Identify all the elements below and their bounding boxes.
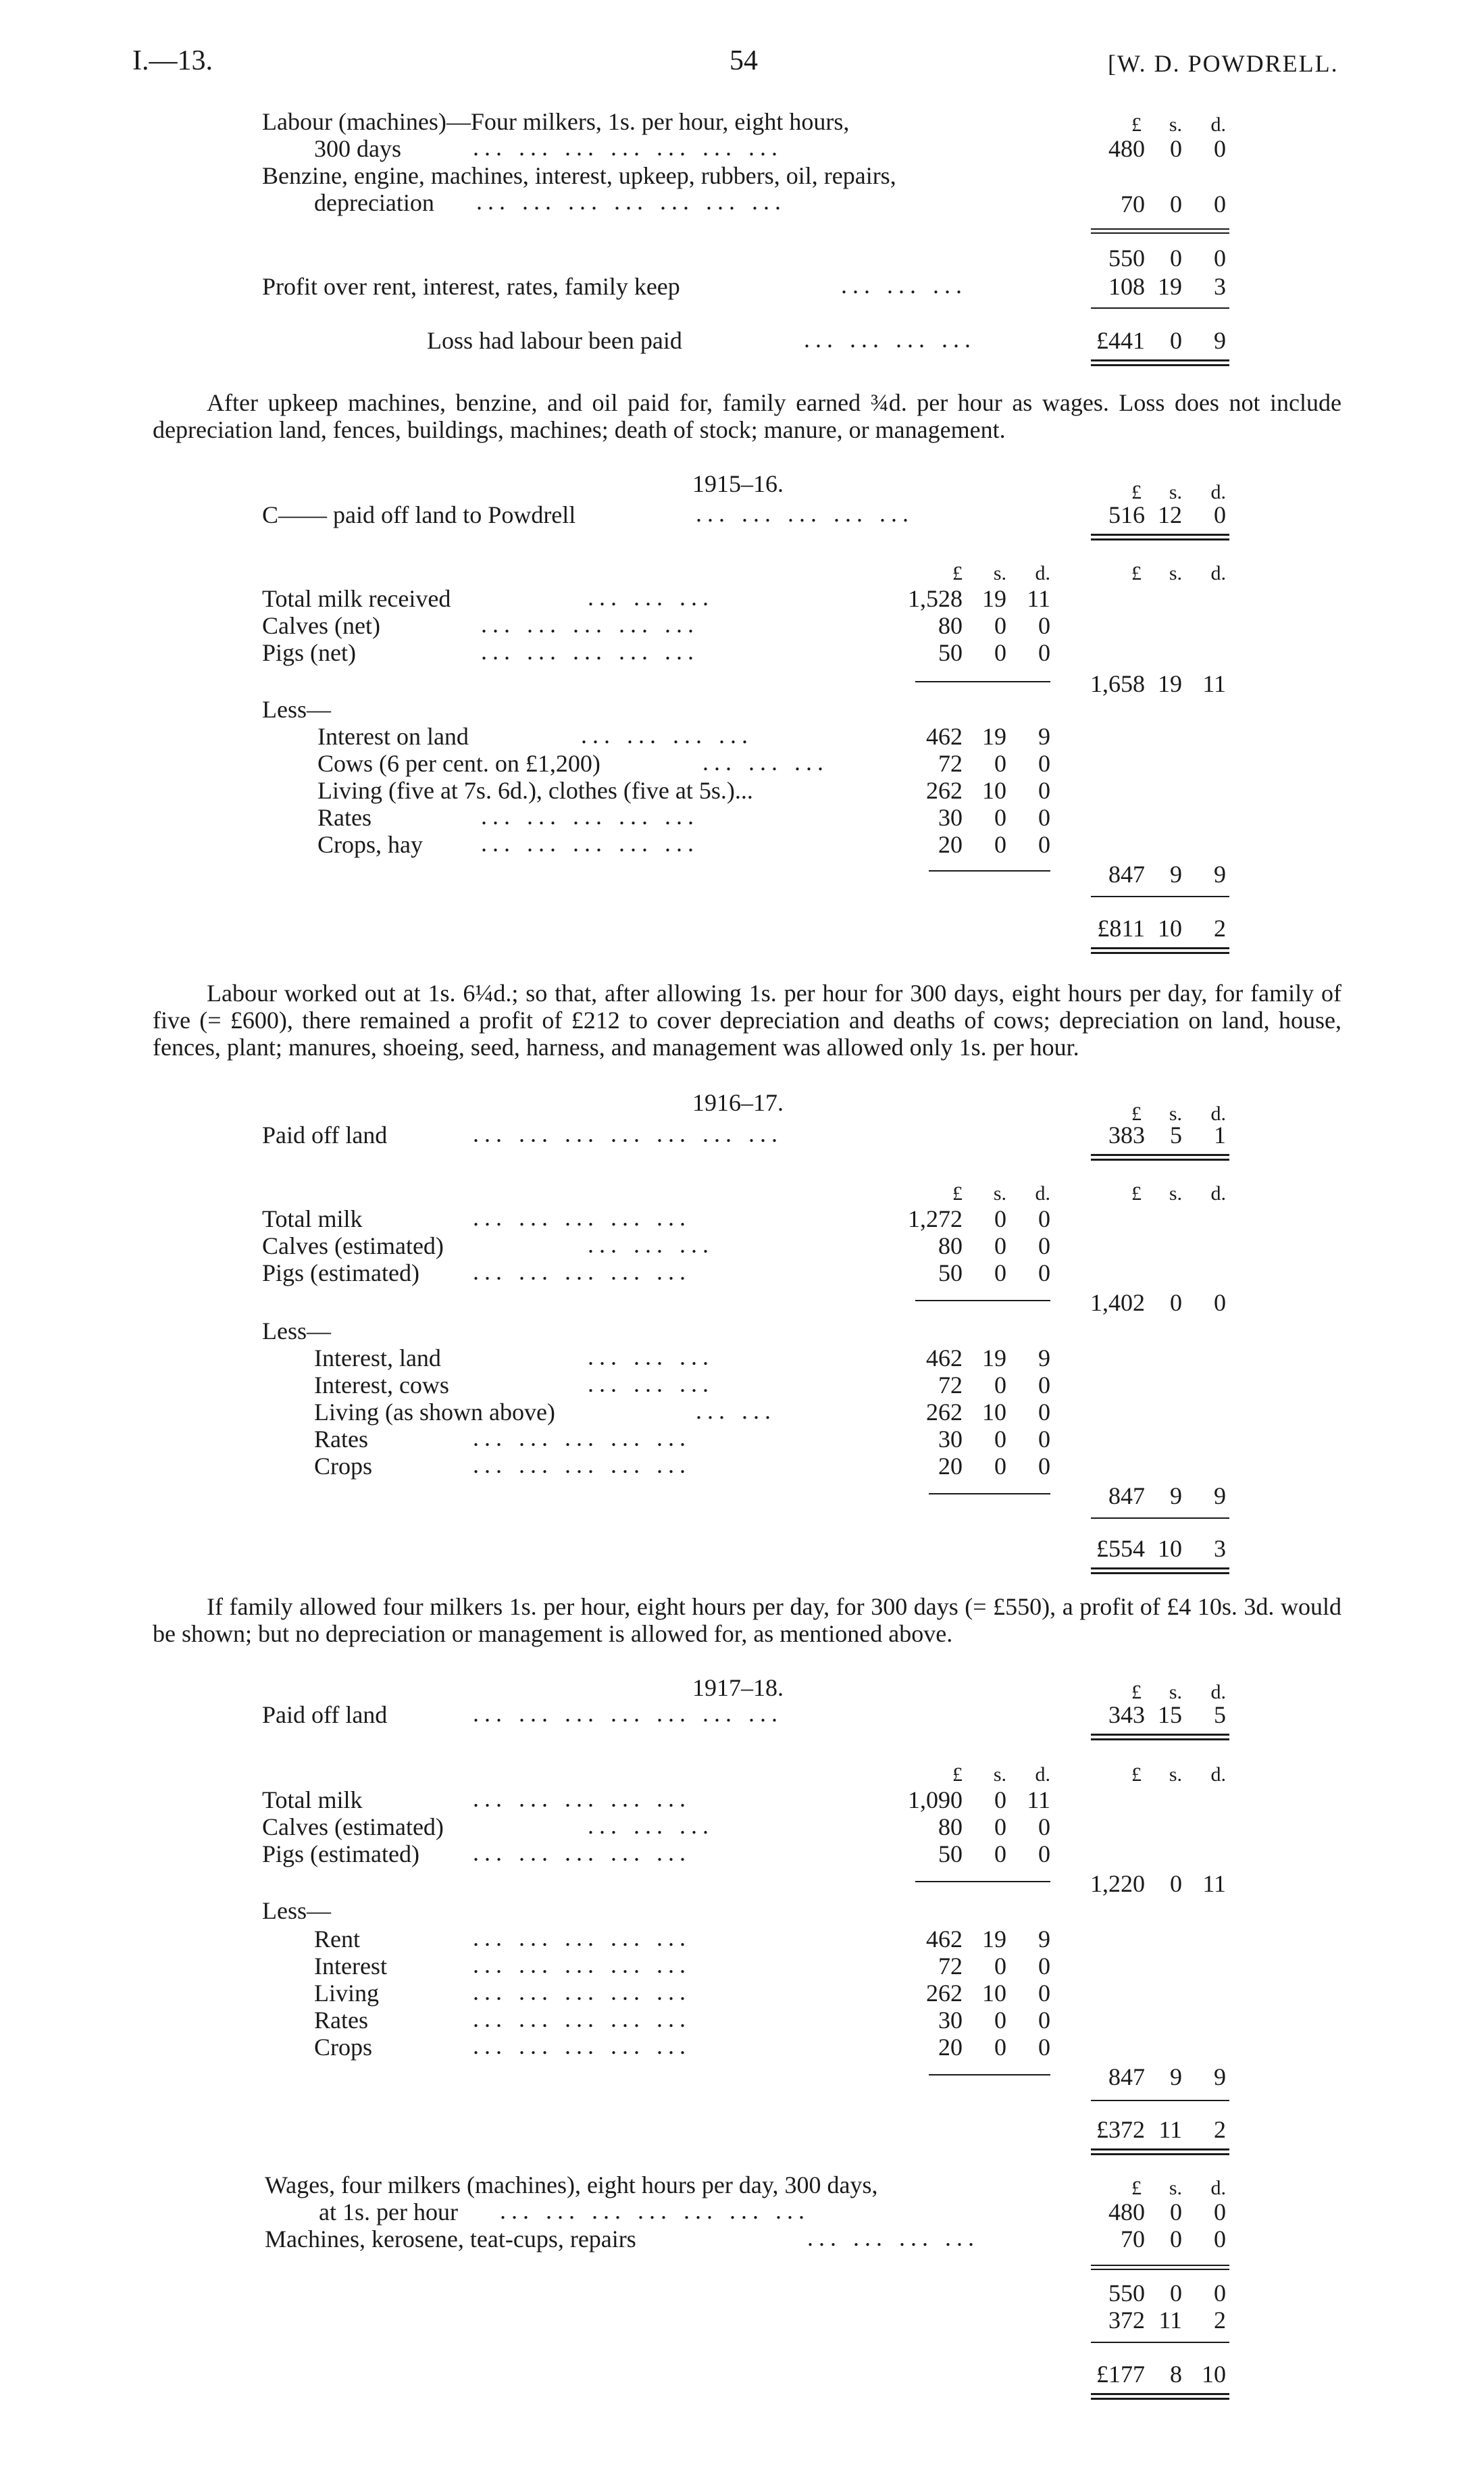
pence-unit: d. (1210, 1103, 1226, 1125)
shilling-unit: s. (993, 1182, 1006, 1205)
deduction-pence: 0 (1038, 1453, 1050, 1480)
income-pounds: 50 (938, 1840, 963, 1867)
witness-name: [W. D. POWDRELL. (1108, 50, 1339, 77)
rule (1091, 2269, 1229, 2270)
double-rule (1091, 2393, 1229, 2395)
deduction-pence: 9 (1038, 1926, 1050, 1953)
deduction-pounds: 20 (938, 831, 963, 858)
leader-dots: ... ... ... (841, 272, 967, 299)
profit-shillings: 19 (1158, 273, 1182, 300)
leader-dots: ... ... ... ... ... ... ... (473, 1120, 783, 1147)
final-result-shillings: 8 (1170, 2361, 1182, 2388)
income-shillings: 0 (994, 1813, 1006, 1840)
net-result-pounds: £372 (1096, 2116, 1145, 2143)
amount-shillings: 0 (1170, 191, 1182, 218)
amount-pence: 0 (1214, 2225, 1226, 2253)
shilling-unit: s. (1169, 1763, 1182, 1786)
net-result-shillings: 10 (1158, 1535, 1182, 1562)
pence-unit: d. (1035, 562, 1050, 584)
rule (1091, 2265, 1229, 2266)
leader-dots: ... ... ... ... ... ... ... (473, 1700, 783, 1727)
double-rule (1091, 1154, 1229, 1156)
page-number: 54 (730, 45, 758, 76)
income-pence: 11 (1027, 585, 1050, 612)
less-amount-shillings: 11 (1158, 2307, 1182, 2334)
leader-dots: ... ... ... (588, 1231, 714, 1258)
income-pounds: 1,272 (908, 1205, 963, 1232)
less-total-shillings: 9 (1170, 861, 1182, 888)
shilling-unit: s. (1169, 481, 1182, 503)
leader-dots: ... ... ... (588, 584, 714, 611)
amount-pence: 0 (1214, 2198, 1226, 2225)
deduction-pence: 0 (1038, 1953, 1050, 1980)
less-total-pounds: 847 (1108, 2063, 1145, 2090)
deduction-pence: 0 (1038, 1372, 1050, 1399)
pence-unit: d. (1210, 1182, 1226, 1205)
deduction-label: Living (314, 1980, 379, 2007)
deduction-pounds: 462 (926, 1344, 963, 1372)
income-shillings: 19 (982, 585, 1006, 612)
deduction-pence: 0 (1038, 1399, 1050, 1426)
rule (1091, 2100, 1229, 2101)
income-shillings: 0 (994, 1840, 1006, 1867)
income-label: Total milk received (262, 585, 451, 612)
leader-dots: ... ... ... ... ... (473, 1951, 691, 1978)
profit-pence: 3 (1214, 273, 1226, 300)
rule (915, 1881, 1050, 1882)
income-pounds: 80 (938, 1232, 963, 1259)
leader-dots: ... ... ... ... ... (481, 803, 699, 830)
rule (915, 1300, 1050, 1301)
deduction-label: Cows (6 per cent. on £1,200) (317, 750, 600, 777)
line-item-label: Machines, kerosene, teat-cups, repairs (265, 2225, 636, 2253)
income-pounds: 50 (938, 1259, 963, 1286)
double-rule (1091, 534, 1229, 536)
shilling-unit: s. (1169, 114, 1182, 136)
deduction-label: Rates (314, 2007, 368, 2034)
leader-dots: ... ... ... ... ... (473, 1451, 691, 1478)
income-label: Total milk (262, 1786, 363, 1813)
pound-unit: £ (952, 1182, 963, 1205)
deduction-shillings: 0 (994, 804, 1006, 831)
pound-unit: £ (952, 1763, 963, 1786)
rule (1091, 2342, 1229, 2343)
deduction-shillings: 0 (994, 1953, 1006, 1980)
year-heading: 1915–16. (692, 470, 784, 497)
deduction-pounds: 462 (926, 1926, 963, 1953)
amount-pounds: 70 (1121, 2225, 1145, 2253)
deduction-pounds: 30 (938, 1426, 963, 1453)
double-rule (1091, 947, 1229, 949)
income-total-pounds: 1,220 (1090, 1870, 1145, 1897)
income-pounds: 80 (938, 612, 963, 639)
rule (929, 1493, 1050, 1494)
paid-off-shillings: 12 (1158, 501, 1182, 528)
paid-off-label: C—— paid off land to Powdrell (262, 501, 576, 528)
income-label: Calves (estimated) (262, 1232, 444, 1259)
income-total-shillings: 0 (1170, 1870, 1182, 1897)
deduction-shillings: 0 (994, 2007, 1006, 2034)
loss-shillings: 0 (1170, 327, 1182, 354)
deduction-shillings: 0 (994, 831, 1006, 858)
pound-unit: £ (1131, 1763, 1142, 1786)
leader-dots: ... ... ... ... ... (473, 1978, 691, 2005)
income-shillings: 0 (994, 612, 1006, 639)
loss-pence: 9 (1214, 327, 1226, 354)
income-total-pounds: 1,658 (1090, 670, 1145, 697)
final-result-pounds: £177 (1096, 2361, 1145, 2388)
deduction-label: Interest on land (317, 723, 469, 750)
deduction-label: Interest, cows (314, 1372, 449, 1399)
net-result-pence: 3 (1214, 1535, 1226, 1562)
pence-unit: d. (1210, 1763, 1226, 1786)
double-rule (1091, 359, 1229, 361)
pound-unit: £ (1131, 2177, 1142, 2199)
less-total-shillings: 9 (1170, 1482, 1182, 1509)
pound-unit: £ (1131, 1681, 1142, 1703)
rule (1091, 896, 1229, 897)
income-total-shillings: 0 (1170, 1289, 1182, 1316)
income-label: Calves (estimated) (262, 1813, 444, 1840)
leader-dots: ... ... ... ... ... (473, 1924, 691, 1951)
pound-unit: £ (1131, 114, 1142, 136)
less-amount-pounds: 372 (1108, 2307, 1145, 2334)
leader-dots: ... ... ... ... ... ... ... (473, 134, 783, 161)
loss-label: Loss had labour been paid (427, 327, 682, 354)
leader-dots: ... ... ... ... ... (481, 611, 699, 638)
deduction-pence: 0 (1038, 2007, 1050, 2034)
income-shillings: 0 (994, 1232, 1006, 1259)
pence-unit: d. (1210, 114, 1226, 136)
rule (1091, 307, 1229, 309)
paid-off-pence: 1 (1214, 1122, 1226, 1149)
subtotal-shillings: 0 (1170, 245, 1182, 272)
deduction-shillings: 0 (994, 1372, 1006, 1399)
double-rule (1091, 2153, 1229, 2155)
less-total-pence: 9 (1214, 2063, 1226, 2090)
pence-unit: d. (1035, 1182, 1050, 1205)
paid-off-pounds: 383 (1108, 1122, 1145, 1149)
deduction-pounds: 462 (926, 723, 963, 750)
less-heading: Less— (262, 1317, 331, 1344)
income-pence: 0 (1038, 1840, 1050, 1867)
less-amount-pence: 2 (1214, 2307, 1226, 2334)
deduction-pounds: 30 (938, 804, 963, 831)
income-pence: 0 (1038, 612, 1050, 639)
line-item-label: Wages, four milkers (machines), eight hours per day, 300 days, (265, 2171, 878, 2198)
line-item-label: Benzine, engine, machines, interest, upkeep, rubbers, oil, repairs, (262, 162, 896, 189)
leader-dots: ... ... ... ... ... (481, 830, 699, 857)
double-rule (1091, 952, 1229, 954)
income-shillings: 0 (994, 1259, 1006, 1286)
deduction-shillings: 0 (994, 1426, 1006, 1453)
deduction-pence: 0 (1038, 2034, 1050, 2061)
deduction-label: Living (as shown above) (314, 1399, 555, 1426)
deduction-pence: 9 (1038, 1344, 1050, 1372)
pence-unit: d. (1210, 481, 1226, 503)
deduction-label: Rates (314, 1426, 368, 1453)
income-pounds: 80 (938, 1813, 963, 1840)
paragraph: After upkeep machines, benzine, and oil paid for, family earned ¾d. per hour as wages. Loss does not include depreciation land, fences, buildings, machines; death of stock; manure, or management. (153, 389, 1341, 443)
final-result-pence: 10 (1202, 2361, 1226, 2388)
deduction-pence: 9 (1038, 723, 1050, 750)
less-total-shillings: 9 (1170, 2063, 1182, 2090)
rule (1091, 228, 1229, 230)
income-label: Pigs (estimated) (262, 1259, 419, 1286)
leader-dots: ... ... ... ... ... (473, 2032, 691, 2059)
income-total-pence: 11 (1202, 670, 1226, 697)
subtotal-shillings: 0 (1170, 2280, 1182, 2307)
rule (1091, 1517, 1229, 1519)
shilling-unit: s. (1169, 562, 1182, 584)
income-total-pence: 11 (1202, 1870, 1226, 1897)
paid-off-pounds: 516 (1108, 501, 1145, 528)
leader-dots: ... ... ... ... (581, 722, 753, 749)
leader-dots: ... ... ... ... ... (473, 1204, 691, 1231)
rule (929, 870, 1050, 872)
paid-off-shillings: 15 (1158, 1701, 1182, 1728)
deduction-pounds: 262 (926, 777, 963, 804)
double-rule (1091, 1734, 1229, 1736)
profit-label: Profit over rent, interest, rates, family keep (262, 273, 680, 300)
pound-unit: £ (1131, 1103, 1142, 1125)
double-rule (1091, 1567, 1229, 1569)
amount-pounds: 480 (1108, 2198, 1145, 2225)
double-rule (1091, 364, 1229, 366)
double-rule (1091, 1159, 1229, 1161)
deduction-pence: 0 (1038, 1980, 1050, 2007)
deduction-pence: 0 (1038, 831, 1050, 858)
leader-dots: ... ... ... ... ... ... ... (476, 188, 786, 215)
income-pence: 0 (1038, 639, 1050, 666)
less-total-pounds: 847 (1108, 861, 1145, 888)
income-shillings: 0 (994, 639, 1006, 666)
deduction-pounds: 72 (938, 1953, 963, 1980)
leader-dots: ... ... ... ... (807, 2224, 979, 2251)
amount-pence: 0 (1214, 191, 1226, 218)
amount-shillings: 0 (1170, 135, 1182, 162)
net-result-pounds: £554 (1096, 1535, 1145, 1562)
amount-pounds: 70 (1121, 191, 1145, 218)
deduction-shillings: 10 (982, 1399, 1006, 1426)
paid-off-label: Paid off land (262, 1122, 388, 1149)
deduction-label: Rates (317, 804, 372, 831)
deduction-pounds: 20 (938, 2034, 963, 2061)
leader-dots: ... ... ... ... ... (473, 2005, 691, 2032)
income-pounds: 1,528 (908, 585, 963, 612)
income-shillings: 0 (994, 1786, 1006, 1813)
less-heading: Less— (262, 1897, 331, 1924)
income-pounds: 1,090 (908, 1786, 963, 1813)
deduction-pence: 0 (1038, 1426, 1050, 1453)
paragraph: If family allowed four milkers 1s. per hour, eight hours per day, for 300 days (= £550), a profit of £4 10s. 3d. would be shown; but no depreciation or management is allowed for, as mentioned above. (153, 1593, 1341, 1647)
net-result-pence: 2 (1214, 915, 1226, 942)
income-total-pounds: 1,402 (1090, 1289, 1145, 1316)
deduction-label: Crops (314, 1453, 373, 1480)
pound-unit: £ (1131, 1182, 1142, 1205)
net-result-shillings: 11 (1158, 2116, 1182, 2143)
deduction-label: Interest, land (314, 1344, 441, 1372)
shilling-unit: s. (1169, 2177, 1182, 2199)
deduction-shillings: 0 (994, 2034, 1006, 2061)
leader-dots: ... ... ... (702, 749, 829, 776)
deduction-pounds: 72 (938, 750, 963, 777)
line-item-label: at 1s. per hour (319, 2198, 458, 2225)
deduction-shillings: 19 (982, 1926, 1006, 1953)
paid-off-pounds: 343 (1108, 1701, 1145, 1728)
rule (929, 2074, 1050, 2075)
amount-shillings: 0 (1170, 2198, 1182, 2225)
line-item-label: Labour (machines)—Four milkers, 1s. per hour, eight hours, (262, 108, 850, 135)
less-heading: Less— (262, 696, 331, 723)
net-result-pence: 2 (1214, 2116, 1226, 2143)
income-pence: 0 (1038, 1259, 1050, 1286)
deduction-pounds: 262 (926, 1399, 963, 1426)
income-label: Pigs (estimated) (262, 1840, 419, 1867)
less-total-pence: 9 (1214, 1482, 1226, 1509)
deduction-pounds: 262 (926, 1980, 963, 2007)
income-label: Pigs (net) (262, 639, 356, 666)
double-rule (1091, 1572, 1229, 1574)
deduction-label: Rent (314, 1926, 360, 1953)
income-pence: 0 (1038, 1205, 1050, 1232)
amount-pounds: 480 (1108, 135, 1145, 162)
line-item-label: depreciation (314, 189, 434, 216)
deduction-pounds: 72 (938, 1372, 963, 1399)
shilling-unit: s. (1169, 1182, 1182, 1205)
line-item-label: 300 days (314, 135, 401, 162)
document-reference: I.—13. (132, 45, 213, 76)
income-shillings: 0 (994, 1205, 1006, 1232)
leader-dots: ... ... ... ... ... (481, 638, 699, 665)
rule (915, 681, 1050, 682)
amount-pence: 0 (1214, 135, 1226, 162)
subtotal-pounds: 550 (1108, 245, 1145, 272)
leader-dots: ... ... ... ... (804, 326, 976, 353)
double-rule (1091, 538, 1229, 540)
deduction-shillings: 19 (982, 723, 1006, 750)
income-pence: 11 (1027, 1786, 1050, 1813)
shilling-unit: s. (1169, 1681, 1182, 1703)
deduction-shillings: 0 (994, 1453, 1006, 1480)
net-result-pounds: £811 (1097, 915, 1145, 942)
leader-dots: ... ... ... ... ... (473, 1424, 691, 1451)
income-pence: 0 (1038, 1232, 1050, 1259)
paid-off-label: Paid off land (262, 1701, 388, 1728)
income-label: Calves (net) (262, 612, 380, 639)
deduction-shillings: 19 (982, 1344, 1006, 1372)
subtotal-pence: 0 (1214, 2280, 1226, 2307)
leader-dots: ... ... ... ... ... (473, 1839, 691, 1866)
double-rule (1091, 1738, 1229, 1740)
subtotal-pence: 0 (1214, 245, 1226, 272)
double-rule (1091, 2398, 1229, 2400)
deduction-label: Living (five at 7s. 6d.), clothes (five at 5s.)... (317, 777, 753, 804)
net-result-shillings: 10 (1158, 915, 1182, 942)
pence-unit: d. (1210, 562, 1226, 584)
income-total-shillings: 19 (1158, 670, 1182, 697)
deduction-pence: 0 (1038, 804, 1050, 831)
year-heading: 1916–17. (692, 1089, 784, 1116)
deduction-label: Crops, hay (317, 831, 423, 858)
leader-dots: ... ... ... (588, 1812, 714, 1839)
pence-unit: d. (1210, 1681, 1226, 1703)
leader-dots: ... ... ... ... ... (473, 1785, 691, 1812)
double-rule (1091, 2148, 1229, 2150)
leader-dots: ... ... (696, 1397, 776, 1424)
leader-dots: ... ... ... (588, 1370, 714, 1397)
deduction-pounds: 20 (938, 1453, 963, 1480)
pound-unit: £ (1131, 481, 1142, 503)
income-pounds: 50 (938, 639, 963, 666)
deduction-shillings: 10 (982, 1980, 1006, 2007)
leader-dots: ... ... ... ... ... (696, 500, 914, 527)
shilling-unit: s. (993, 562, 1006, 584)
rule (1091, 232, 1229, 234)
shilling-unit: s. (1169, 1103, 1182, 1125)
profit-pounds: 108 (1108, 273, 1145, 300)
deduction-label: Interest (314, 1953, 387, 1980)
paid-off-pence: 5 (1214, 1701, 1226, 1728)
less-total-pounds: 847 (1108, 1482, 1145, 1509)
shilling-unit: s. (993, 1763, 1006, 1786)
deduction-pence: 0 (1038, 777, 1050, 804)
leader-dots: ... ... ... ... ... (473, 1258, 691, 1285)
pound-unit: £ (952, 562, 963, 584)
deduction-shillings: 0 (994, 750, 1006, 777)
deduction-shillings: 10 (982, 777, 1006, 804)
paragraph: Labour worked out at 1s. 6¼d.; so that, after allowing 1s. per hour for 300 days, eight hours per day, for family of five (= £600), there remained a profit of £212 to cover depreciation and deaths of cows; depreciation on land, house, fences, plant; manures, shoeing, seed, harness, and management was allowed only 1s. per hour. (153, 980, 1341, 1061)
leader-dots: ... ... ... (588, 1343, 714, 1370)
deduction-pounds: 30 (938, 2007, 963, 2034)
amount-shillings: 0 (1170, 2225, 1182, 2253)
deduction-label: Crops (314, 2034, 373, 2061)
pence-unit: d. (1210, 2177, 1226, 2199)
income-pence: 0 (1038, 1813, 1050, 1840)
paid-off-pence: 0 (1214, 501, 1226, 528)
subtotal-pounds: 550 (1108, 2280, 1145, 2307)
deduction-pence: 0 (1038, 750, 1050, 777)
loss-pounds: £441 (1096, 327, 1145, 354)
leader-dots: ... ... ... ... ... ... ... (500, 2197, 810, 2224)
pence-unit: d. (1035, 1763, 1050, 1786)
income-total-pence: 0 (1214, 1289, 1226, 1316)
pound-unit: £ (1131, 562, 1142, 584)
less-total-pence: 9 (1214, 861, 1226, 888)
paid-off-shillings: 5 (1170, 1122, 1182, 1149)
income-label: Total milk (262, 1205, 363, 1232)
year-heading: 1917–18. (692, 1674, 784, 1701)
